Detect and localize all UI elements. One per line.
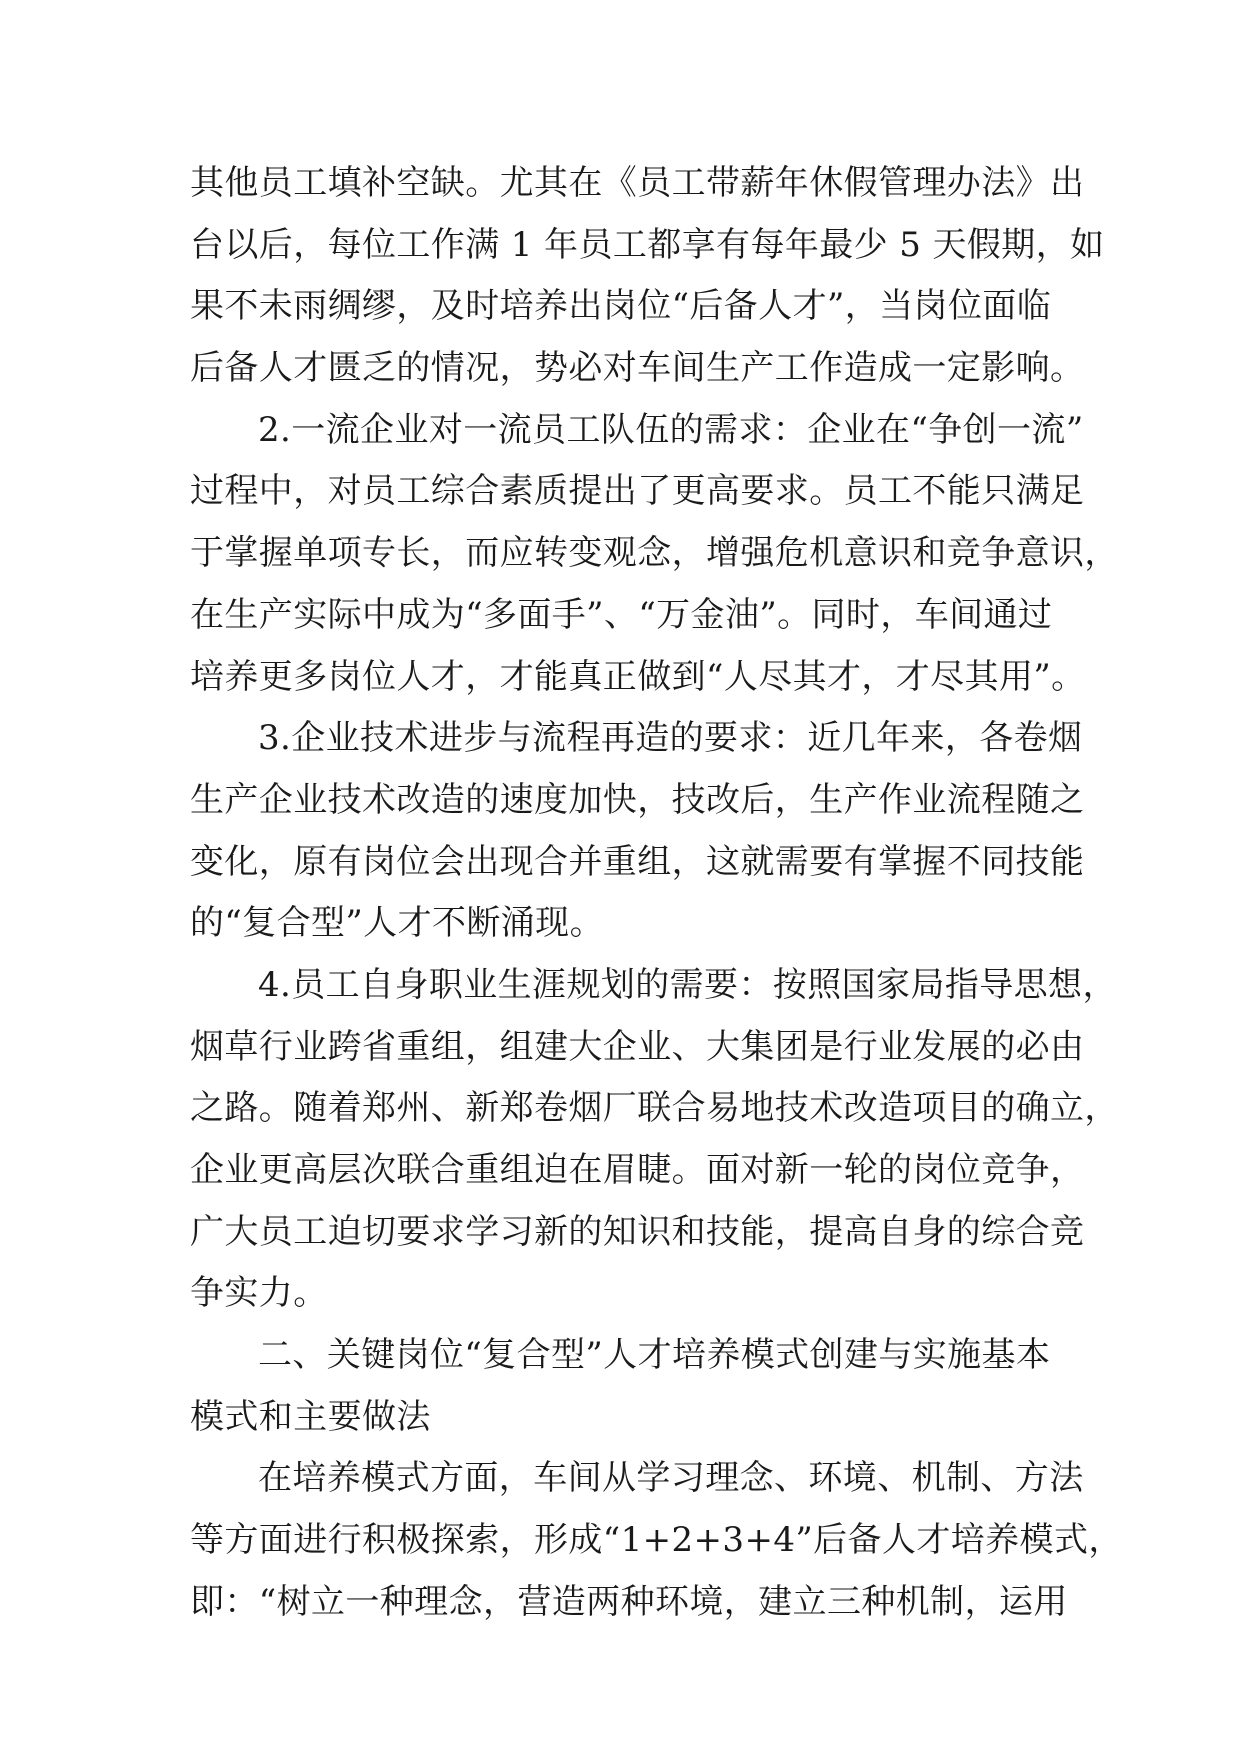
paragraph-start-line: 2.一流企业对一流员工队伍的需求：企业在“争创一流” (258, 409, 1084, 450)
text-line: 果不未雨绸缪，及时培养出岗位“后备人才”，当岗位面临 (190, 286, 1052, 327)
text-line: 后备人才匮乏的情况，势必对车间生产工作造成一定影响。 (190, 348, 1085, 389)
text-line: 即：“树立一种理念，营造两种环境，建立三种机制，运用 (190, 1581, 1068, 1622)
section-heading-line: 二、关键岗位“复合型”人才培养模式创建与实施基本 (258, 1335, 1051, 1376)
text-line: 等方面进行积极探索，形成“1+2+3+4”后备人才培养模式， (190, 1520, 1123, 1561)
text-line: 之路。随着郑州、新郑卷烟厂联合易地技术改造项目的确立， (190, 1088, 1119, 1129)
text-line: 企业更高层次联合重组迫在眉睫。面对新一轮的岗位竞争， (190, 1150, 1085, 1190)
text-line: 其他员工填补空缺。尤其在《员工带薪年休假管理办法》出 (190, 163, 1085, 203)
text-line: 培养更多岗位人才，才能真正做到“人尽其才，才尽其用”。 (190, 656, 1086, 697)
text-line: 于掌握单项专长，而应转变观念，增强危机意识和竞争意识， (190, 533, 1119, 574)
text-line: 广大员工迫切要求学习新的知识和技能，提高自身的综合竞 (190, 1211, 1085, 1252)
paragraph-start-line: 3.企业技术进步与流程再造的要求：近几年来，各卷烟 (258, 718, 1083, 759)
text-line: 争实力。 (190, 1273, 328, 1314)
text-line: 的“复合型”人才不断涌现。 (190, 903, 604, 944)
text-line: 过程中，对员工综合素质提出了更高要求。员工不能只满足 (190, 471, 1085, 512)
paragraph-start-line: 4.员工自身职业生涯规划的需要：按照国家局指导思想， (258, 964, 1117, 1005)
text-line: 在生产实际中成为“多面手”、“万金油”。同时，车间通过 (190, 594, 1053, 635)
paragraph-start-line: 在培养模式方面，车间从学习理念、环境、机制、方法 (258, 1458, 1084, 1499)
text-line: 生产企业技术改造的速度加快，技改后，生产作业流程随之 (190, 779, 1085, 820)
text-line: 变化，原有岗位会出现合并重组，这就需要有掌握不同技能 (190, 841, 1085, 882)
text-line: 台以后，每位工作满 1 年员工都享有每年最少 5 天假期，如 (190, 224, 1105, 265)
document-body (190, 163, 1123, 1644)
section-heading-line: 模式和主要做法 (190, 1396, 431, 1437)
text-line: 烟草行业跨省重组，组建大企业、大集团是行业发展的必由 (190, 1026, 1085, 1067)
